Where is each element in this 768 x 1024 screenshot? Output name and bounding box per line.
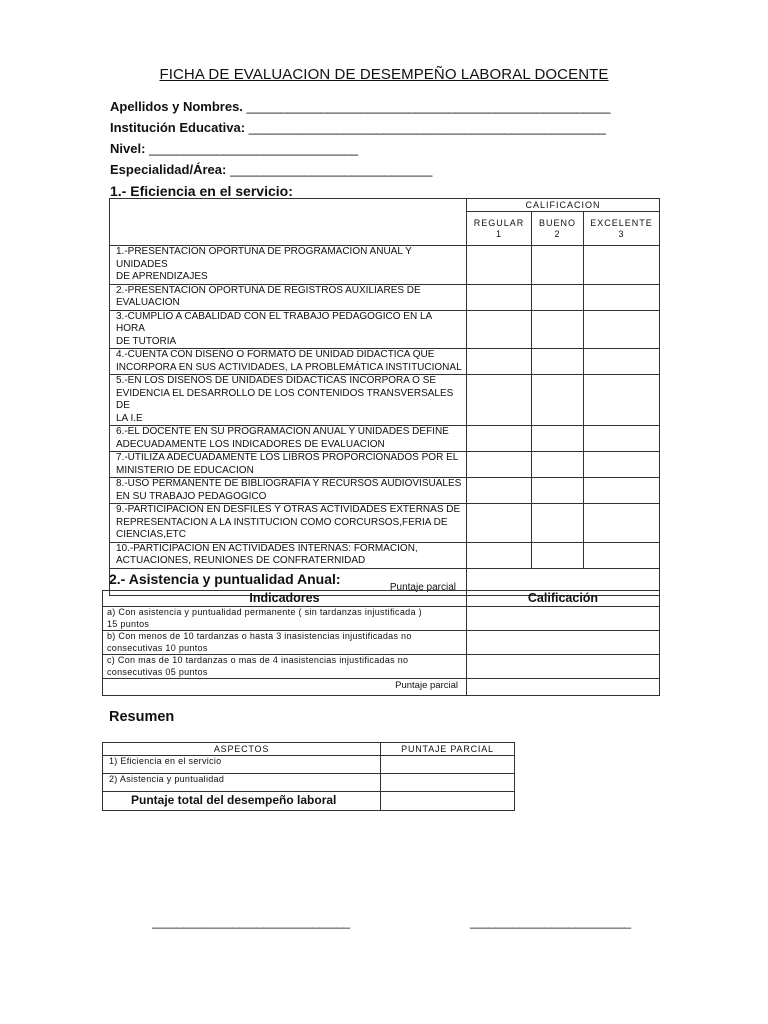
- criterio-line: DE TUTORIA: [116, 335, 177, 347]
- indicador-line: c) Con mas de 10 tardanzas o mas de 4 inasistencias injustificadas no: [107, 655, 409, 665]
- indicador-cell: [103, 655, 467, 679]
- criterio-line: 7.-UTILIZA ADECUADAMENTE LOS LIBROS PROPORCIONADOS POR EL: [116, 452, 459, 463]
- field-line: _____________________________________________________: [248, 120, 606, 135]
- col-value: 2: [554, 228, 561, 239]
- criterio-line: MINISTERIO DE EDUCACION: [116, 464, 254, 476]
- criterio-cell: [110, 504, 467, 543]
- indicador-line: b) Con menos de 10 tardanzas o hasta 3 inasistencias injustificadas no: [107, 631, 412, 641]
- criterio-line: EN SU TRABAJO PEDAGOGICO: [116, 490, 267, 502]
- table-row: [103, 655, 660, 679]
- criterio-cell: [110, 426, 467, 452]
- asistencia-table: [102, 590, 660, 696]
- score-cell-excelente[interactable]: [584, 246, 660, 285]
- score-cell-regular[interactable]: [467, 246, 532, 285]
- institucion-field[interactable]: [110, 120, 605, 135]
- col-excelente: [584, 212, 660, 246]
- criterio-line: CIENCIAS,ETC: [116, 529, 187, 540]
- table-row: [110, 310, 660, 349]
- field-line: ______________________________: [229, 162, 432, 177]
- score-cell-excelente[interactable]: [584, 426, 660, 452]
- indicador-line: 15 puntos: [107, 618, 150, 629]
- score-cell-regular[interactable]: [467, 504, 532, 543]
- table-row: [103, 792, 515, 811]
- criterio-line: 3.-CUMPLIO A CABALIDAD CON EL TRABAJO PEDAGOGICO EN LA HORA: [116, 310, 432, 334]
- score-cell-regular[interactable]: [467, 310, 532, 349]
- score-cell-bueno[interactable]: [532, 478, 584, 504]
- criterio-line: 9.-PARTICIPACION EN DESFILES Y OTRAS ACTIVIDADES EXTERNAS DE: [116, 504, 461, 515]
- puntaje-parcial-header: PUNTAJE PARCIAL: [381, 743, 515, 756]
- criterio-line: 6.-EL DOCENTE EN SU PROGRAMACION ANUAL Y UNIDADES DEFINE: [116, 426, 449, 437]
- score-cell-regular[interactable]: [467, 452, 532, 478]
- criterio-line: DE APRENDIZAJES: [116, 271, 208, 282]
- criterio-line: EVIDENCIA EL DESARROLLO DE LOS CONTENIDOS TRANSVERSALES DE: [116, 387, 454, 411]
- page-title: FICHA DE EVALUACION DE DESEMPEÑO LABORAL DOCENTE: [159, 66, 609, 83]
- field-line: ______________________________________________________: [246, 99, 610, 114]
- indicadores-header: Indicadores: [103, 591, 467, 607]
- criterio-line: 5.-EN LOS DISEÑOS DE UNIDADES DIDACTICAS INCORPORA O SE: [116, 375, 437, 386]
- puntaje-cell[interactable]: [381, 756, 515, 774]
- field-label: Apellidos y Nombres.: [110, 99, 243, 114]
- section2-heading: 2.- Asistencia y puntualidad Anual:: [109, 571, 341, 587]
- score-cell-bueno[interactable]: [532, 246, 584, 285]
- criterio-line: INCORPORA EN SUS ACTIVIDADES, LA PROBLEMÁTICA INSTITUCIONAL: [116, 361, 462, 373]
- criterio-cell: [110, 478, 467, 504]
- aspecto-eficiencia: 1) Eficiencia en el servicio: [103, 756, 381, 774]
- col-name: REGULAR: [473, 217, 525, 228]
- aspectos-header: ASPECTOS: [103, 743, 381, 756]
- score-cell-excelente[interactable]: [584, 310, 660, 349]
- indicador-cell: [103, 631, 467, 655]
- table-row: [103, 631, 660, 655]
- criterio-cell: [110, 375, 467, 426]
- table-row: [110, 375, 660, 426]
- score-cell-regular[interactable]: [467, 284, 532, 310]
- table-row: [110, 542, 660, 568]
- indicador-line: consecutivas 05 puntos: [107, 666, 208, 677]
- table-row: [103, 774, 515, 792]
- criterio-line: 4.-CUENTA CON DISEÑO O FORMATO DE UNIDAD DIDACTICA QUE: [116, 349, 435, 360]
- col-name: EXCELENTE: [590, 217, 653, 228]
- header-blank-cell: [110, 199, 467, 246]
- table-row: [110, 452, 660, 478]
- field-label: Institución Educativa:: [110, 120, 246, 135]
- score-cell-bueno[interactable]: [532, 310, 584, 349]
- col-value: 1: [495, 228, 502, 239]
- aspecto-asistencia: 2) Asistencia y puntualidad: [103, 774, 381, 792]
- table-row: [110, 426, 660, 452]
- apellidos-nombres-field[interactable]: [110, 99, 610, 114]
- criterio-cell: [110, 542, 467, 568]
- indicador-line: consecutivas 10 puntos: [107, 642, 208, 653]
- calificacion-header: Calificación: [467, 591, 660, 607]
- puntaje-parcial-label: Puntaje parcial: [103, 679, 467, 696]
- section1-heading: 1.- Eficiencia en el servicio:: [110, 183, 293, 199]
- calificacion-cell[interactable]: [467, 655, 660, 679]
- criterio-cell: [110, 284, 467, 310]
- col-name: BUENO: [538, 217, 576, 228]
- field-line: _______________________________: [149, 141, 358, 156]
- field-label: Especialidad/Área:: [110, 162, 227, 177]
- eficiencia-table: [109, 198, 660, 596]
- table-row: [110, 284, 660, 310]
- criterio-line: 1.-PRESENTACION OPORTUNA DE PROGRAMACION ANUAL Y UNIDADES: [116, 246, 412, 270]
- score-cell-bueno[interactable]: [532, 452, 584, 478]
- field-label: Nivel:: [110, 141, 146, 156]
- table-row: [103, 607, 660, 631]
- puntaje-parcial-label: Puntaje parcial: [110, 568, 467, 595]
- score-cell-bueno[interactable]: [532, 542, 584, 568]
- score-cell-excelente[interactable]: [584, 542, 660, 568]
- criterio-line: EVALUACION: [116, 297, 180, 308]
- score-cell-bueno[interactable]: [532, 284, 584, 310]
- criterio-line: ADECUADAMENTE LOS INDICADORES DE EVALUACION: [116, 438, 385, 450]
- table-row: [103, 756, 515, 774]
- calificacion-header: CALIFICACION: [467, 199, 660, 212]
- score-cell-regular[interactable]: [467, 349, 532, 375]
- score-cell-regular[interactable]: [467, 426, 532, 452]
- score-cell-excelente[interactable]: [584, 478, 660, 504]
- criterio-line: ACTUACIONES, REUNIONES DE CONFRATERNIDAD: [116, 555, 366, 566]
- table-row: [110, 246, 660, 285]
- criterio-line: 10.-PARTICIPACION EN ACTIVIDADES INTERNAS: FORMACION,: [116, 542, 418, 554]
- indicador-cell: [103, 607, 467, 631]
- score-cell-bueno[interactable]: [532, 426, 584, 452]
- score-cell-excelente[interactable]: [584, 375, 660, 426]
- score-cell-bueno[interactable]: [532, 375, 584, 426]
- table-row: [110, 349, 660, 375]
- score-cell-excelente[interactable]: [584, 504, 660, 543]
- resumen-table: [102, 742, 515, 811]
- score-cell-excelente[interactable]: [584, 452, 660, 478]
- indicador-line: a) Con asistencia y puntualidad permanente ( sin tardanzas injustificada ): [107, 607, 422, 617]
- score-cell-bueno[interactable]: [532, 349, 584, 375]
- criterio-cell: [110, 452, 467, 478]
- criterio-cell: [110, 310, 467, 349]
- puntaje-cell[interactable]: [381, 774, 515, 792]
- criterio-cell: [110, 246, 467, 285]
- calificacion-cell[interactable]: [467, 607, 660, 631]
- score-cell-excelente[interactable]: [584, 284, 660, 310]
- table-row: [110, 478, 660, 504]
- table-row: [110, 504, 660, 543]
- criterio-line: 8.-USO PERMANENTE DE BIBLIOGRAFIA Y RECURSOS AUDIOVISUALES: [116, 478, 462, 489]
- col-value: 3: [618, 228, 625, 239]
- criterio-line: 2.-PRESENTACION OPORTUNA DE REGISTROS AUXILIARES DE: [116, 284, 421, 296]
- col-regular: [467, 212, 532, 246]
- criterio-line: LA I.E: [116, 412, 143, 424]
- signature-line-right: __________________________: [470, 915, 631, 929]
- score-cell-regular[interactable]: [467, 478, 532, 504]
- puntaje-parcial-value[interactable]: [467, 679, 660, 696]
- puntaje-total-value[interactable]: [381, 792, 515, 811]
- criterio-line: REPRESENTACION A LA INSTITUCION COMO CORCURSOS,FERIA DE: [116, 516, 448, 528]
- score-cell-excelente[interactable]: [584, 349, 660, 375]
- signature-line-left: ________________________________: [152, 915, 350, 929]
- score-cell-bueno[interactable]: [532, 504, 584, 543]
- score-cell-regular[interactable]: [467, 542, 532, 568]
- calificacion-cell[interactable]: [467, 631, 660, 655]
- especialidad-field[interactable]: [110, 162, 432, 177]
- criterio-cell: [110, 349, 467, 375]
- nivel-field[interactable]: [110, 141, 358, 156]
- score-cell-regular[interactable]: [467, 375, 532, 426]
- puntaje-total-label: Puntaje total del desempeño laboral: [103, 792, 381, 811]
- resumen-heading: Resumen: [109, 709, 175, 725]
- col-bueno: [532, 212, 584, 246]
